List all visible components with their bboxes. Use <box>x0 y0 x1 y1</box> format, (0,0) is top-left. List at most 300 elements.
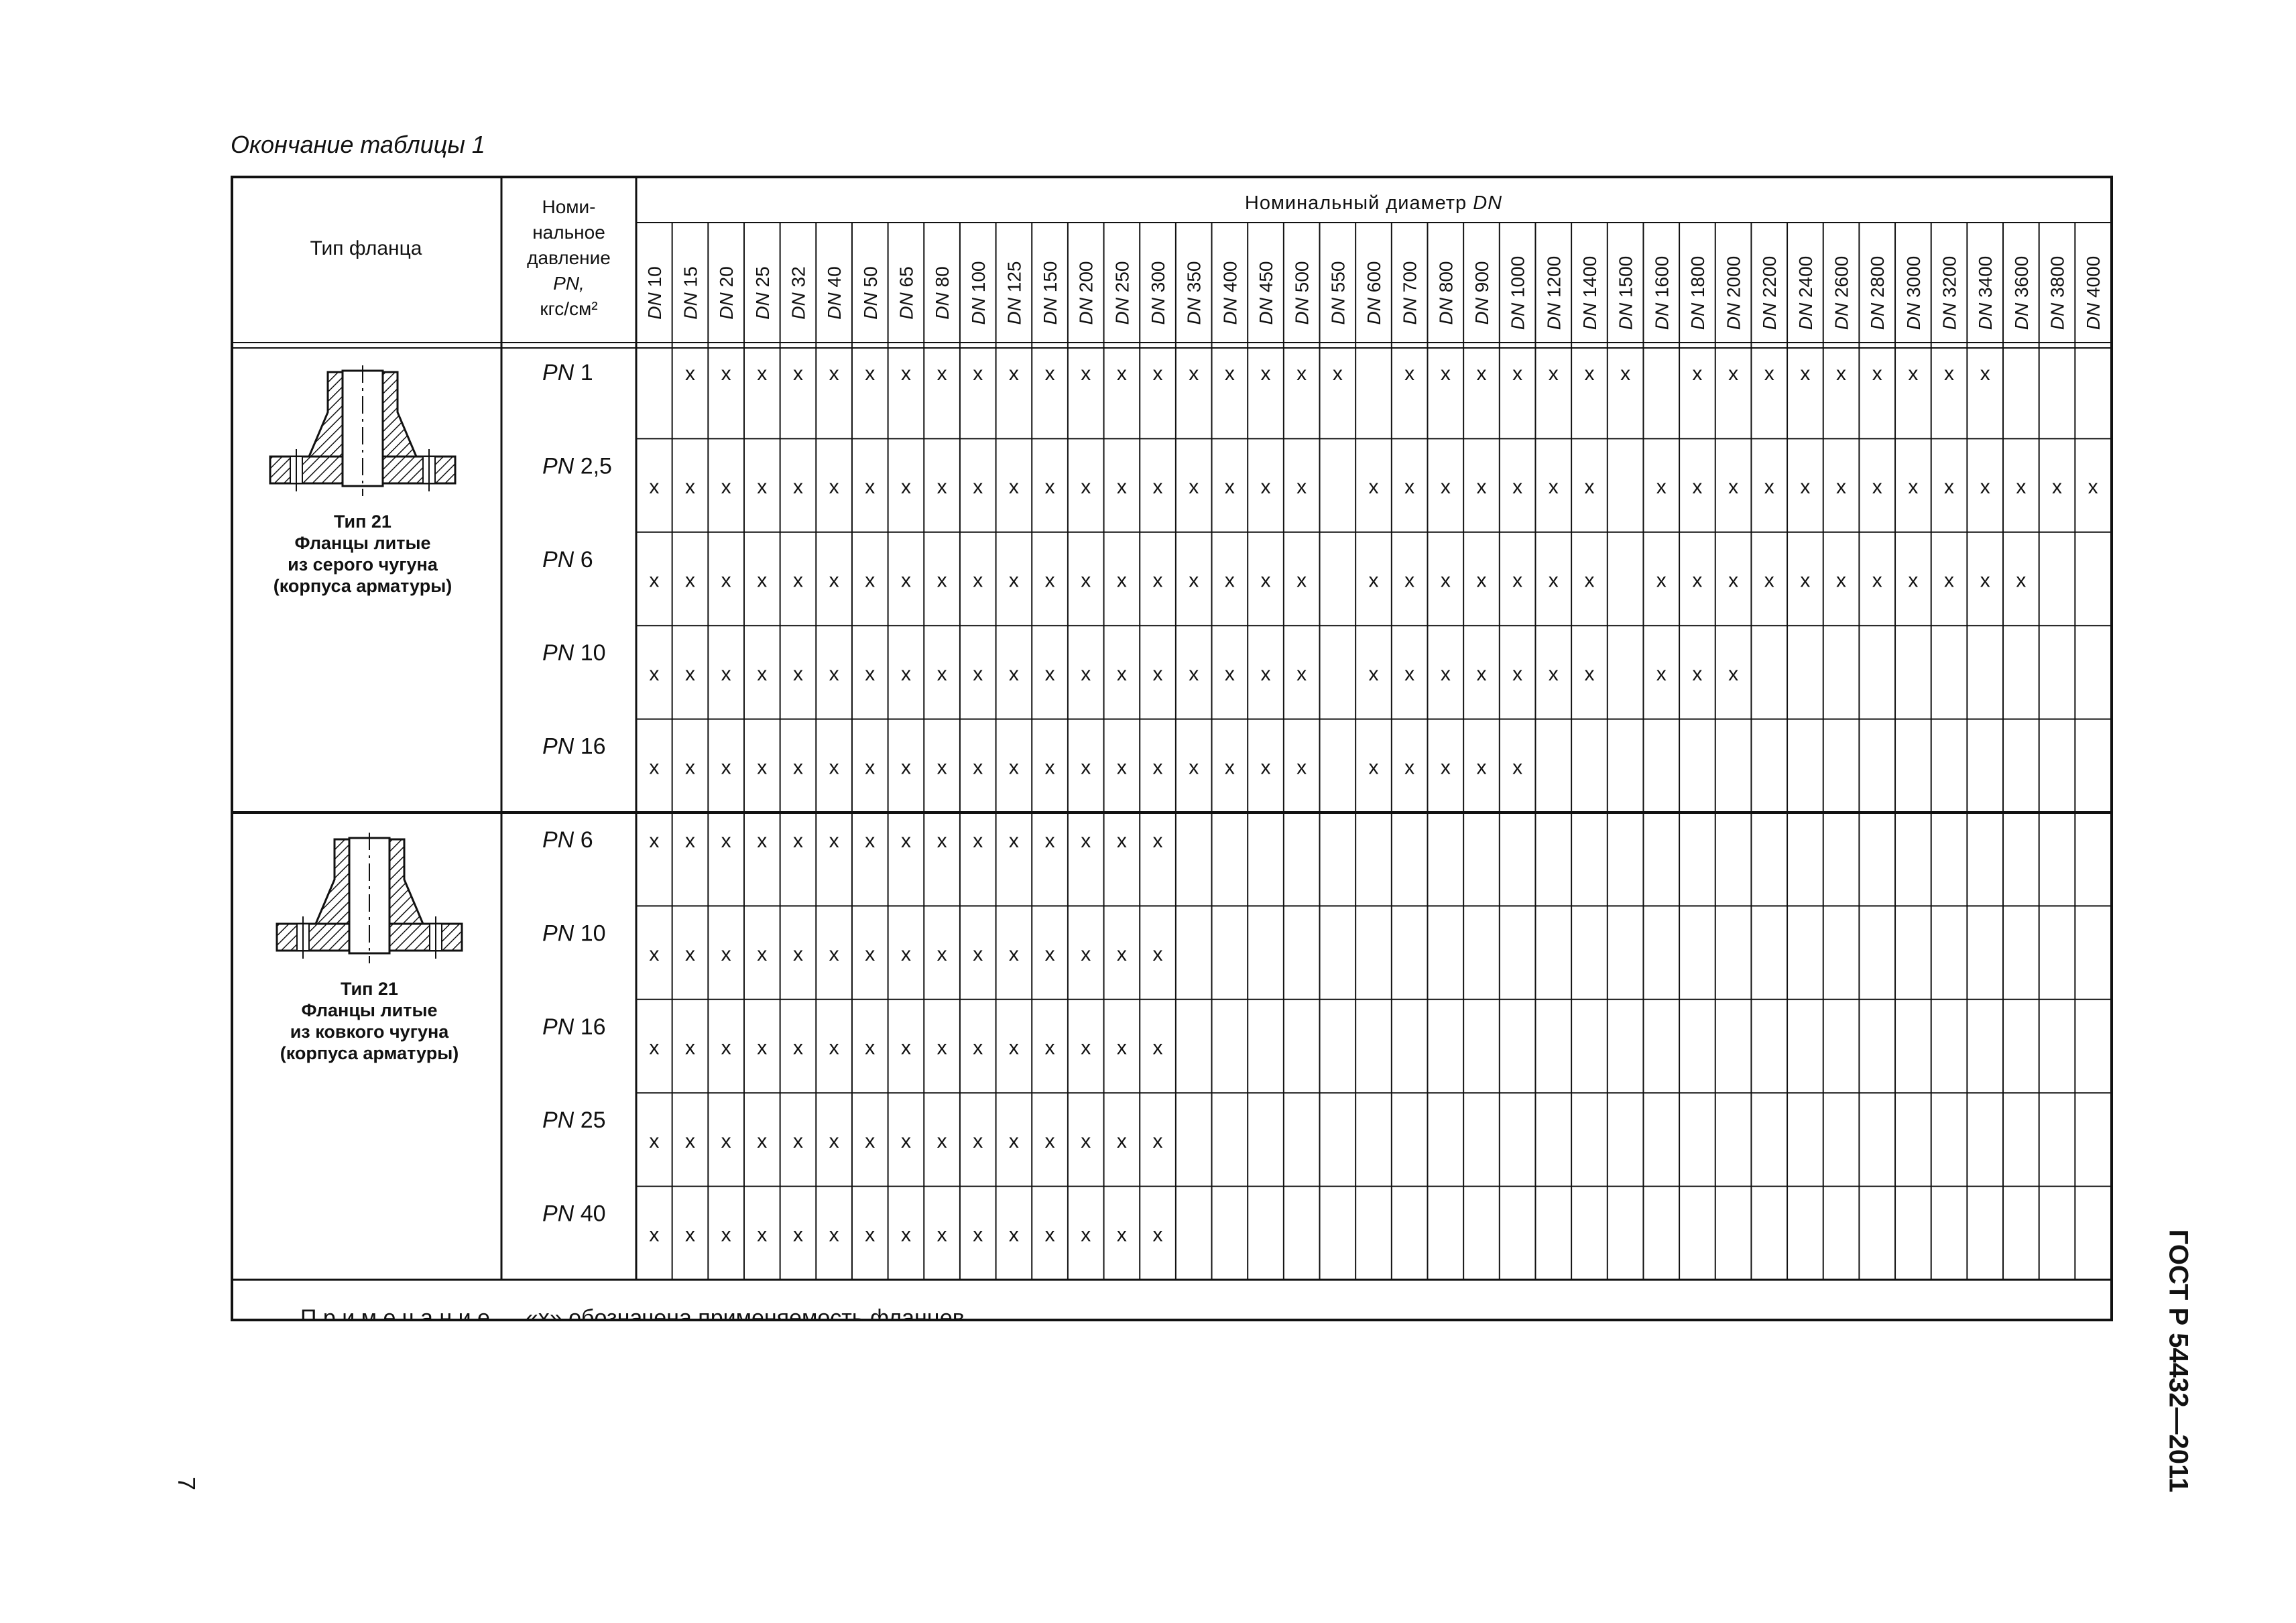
applicability-mark: x <box>865 476 875 499</box>
dn-header-label: DN 800 <box>1435 261 1457 325</box>
applicability-mark: x <box>757 1223 768 1246</box>
dn-header-37 <box>1939 256 1960 330</box>
applicability-mark: x <box>1692 569 1703 592</box>
dn-header-label: DN 40 <box>824 266 845 320</box>
applicability-mark: x <box>829 830 839 852</box>
applicability-mark: x <box>829 1223 839 1246</box>
applicability-mark: x <box>684 830 695 852</box>
applicability-mark: x <box>649 943 660 966</box>
applicability-mark: x <box>1584 662 1595 685</box>
dn-header-4 <box>752 266 773 319</box>
applicability-mark: x <box>792 569 803 592</box>
applicability-mark: x <box>1152 756 1163 779</box>
group-label-line: Тип 21 <box>334 512 391 532</box>
applicability-mark: x <box>829 363 839 385</box>
dn-header-label: DN 20 <box>716 266 737 320</box>
applicability-mark: x <box>1908 569 1919 592</box>
applicability-mark: x <box>1081 756 1091 779</box>
applicability-mark: x <box>1152 1036 1163 1059</box>
applicability-mark: x <box>1116 1036 1127 1059</box>
applicability-mark: x <box>1044 662 1055 685</box>
dn-header-label: DN 900 <box>1471 261 1492 325</box>
dn-header-label: DN 600 <box>1364 261 1384 325</box>
applicability-mark: x <box>792 662 803 685</box>
pn-label: PN 40 <box>542 1201 606 1227</box>
applicability-mark: x <box>1836 476 1847 499</box>
applicability-mark: x <box>973 943 983 966</box>
applicability-mark: x <box>649 476 660 499</box>
applicability-mark: x <box>684 569 695 592</box>
applicability-mark: x <box>1368 756 1379 779</box>
applicability-mark: x <box>1296 756 1307 779</box>
applicability-mark: x <box>757 830 768 852</box>
applicability-mark: x <box>721 943 731 966</box>
applicability-mark: x <box>1044 569 1055 592</box>
applicability-mark: x <box>1081 1223 1091 1246</box>
applicability-mark: x <box>757 363 768 385</box>
standard-designation-text: ГОСТ Р 54432—2011 <box>2163 1229 2193 1493</box>
dn-header-label: DN 100 <box>967 261 989 325</box>
dn-header-label: DN 200 <box>1075 261 1097 325</box>
applicability-mark: x <box>1008 476 1019 499</box>
applicability-mark: x <box>1512 662 1523 685</box>
applicability-mark: x <box>649 569 660 592</box>
applicability-mark: x <box>1656 662 1667 685</box>
applicability-mark: x <box>1081 569 1091 592</box>
applicability-mark: x <box>973 363 983 385</box>
pn-label: PN 1 <box>542 360 593 385</box>
applicability-mark: x <box>721 476 731 499</box>
applicability-mark: x <box>2016 569 2027 592</box>
applicability-mark: x <box>1944 363 1955 385</box>
applicability-mark: x <box>1764 569 1774 592</box>
applicability-mark: x <box>1116 1223 1127 1246</box>
applicability-mark: x <box>936 1130 947 1152</box>
dn-header-label: DN 15 <box>680 266 701 320</box>
applicability-mark: x <box>1081 830 1091 852</box>
applicability-mark: x <box>757 1036 768 1059</box>
applicability-mark: x <box>973 830 983 852</box>
cast-flange-drawing-icon <box>270 365 455 496</box>
group-label-line: (корпуса арматуры) <box>273 576 452 596</box>
applicability-mark: x <box>1189 756 1199 779</box>
dn-header-38 <box>1975 256 1996 330</box>
dn-header-11 <box>1004 261 1024 325</box>
applicability-mark: x <box>900 662 911 685</box>
applicability-mark: x <box>1440 662 1451 685</box>
dn-header-label: DN 125 <box>1004 261 1025 325</box>
header-flange-type: Тип фланца <box>310 237 422 259</box>
applicability-mark: x <box>1260 476 1271 499</box>
applicability-mark: x <box>1152 830 1163 852</box>
applicability-mark: x <box>900 1036 911 1059</box>
dn-header-label: DN 3600 <box>2010 255 2032 330</box>
dn-header-24 <box>1471 261 1492 325</box>
group-label-line: Фланцы литые <box>301 1000 438 1020</box>
applicability-mark: x <box>649 830 660 852</box>
applicability-mark: x <box>829 756 839 779</box>
applicability-mark: x <box>684 943 695 966</box>
applicability-mark: x <box>1224 476 1235 499</box>
applicability-mark: x <box>900 830 911 852</box>
dn-header-20 <box>1327 261 1348 325</box>
applicability-mark: x <box>1116 1130 1127 1152</box>
applicability-mark: x <box>792 830 803 852</box>
applicability-mark: x <box>1728 569 1739 592</box>
applicability-mark: x <box>1512 569 1523 592</box>
applicability-mark: x <box>1476 662 1487 685</box>
applicability-mark: x <box>1224 363 1235 385</box>
dn-header-39 <box>2011 256 2032 330</box>
applicability-mark: x <box>1260 756 1271 779</box>
applicability-mark: x <box>865 756 875 779</box>
dn-header-15 <box>1148 261 1168 325</box>
applicability-mark: x <box>649 1130 660 1152</box>
applicability-mark: x <box>1008 569 1019 592</box>
applicability-mark: x <box>1152 476 1163 499</box>
dn-header-29 <box>1651 256 1672 330</box>
applicability-mark: x <box>829 943 839 966</box>
applicability-mark: x <box>757 943 768 966</box>
pn-label: PN 2,5 <box>542 453 612 479</box>
applicability-mark: x <box>1476 476 1487 499</box>
applicability-mark: x <box>721 1036 731 1059</box>
applicability-mark: x <box>1404 662 1415 685</box>
applicability-mark: x <box>1476 756 1487 779</box>
applicability-mark: x <box>2016 476 2027 499</box>
applicability-mark: x <box>973 1036 983 1059</box>
applicability-mark: x <box>829 476 839 499</box>
applicability-mark: x <box>1404 363 1415 385</box>
applicability-mark: x <box>1296 476 1307 499</box>
applicability-mark: x <box>1620 363 1631 385</box>
applicability-mark: x <box>792 943 803 966</box>
dn-header-36 <box>1903 256 1924 330</box>
applicability-mark: x <box>1044 1130 1055 1152</box>
applicability-mark: x <box>1044 756 1055 779</box>
applicability-mark: x <box>973 1130 983 1152</box>
dn-header-label: DN 350 <box>1183 261 1205 325</box>
applicability-mark: x <box>1116 662 1127 685</box>
applicability-mark: x <box>1008 830 1019 852</box>
applicability-mark: x <box>1800 363 1811 385</box>
dn-header-label: DN 3400 <box>1975 255 1996 330</box>
pn-label: PN 10 <box>542 640 606 666</box>
applicability-mark: x <box>900 363 911 385</box>
dn-header-31 <box>1724 256 1744 330</box>
applicability-mark: x <box>792 756 803 779</box>
dn-header-5 <box>788 266 808 319</box>
applicability-mark: x <box>1081 1130 1091 1152</box>
applicability-mark: x <box>1116 569 1127 592</box>
applicability-mark: x <box>1116 830 1127 852</box>
dn-header-label: DN 2200 <box>1759 255 1780 330</box>
applicability-mark: x <box>649 662 660 685</box>
applicability-mark: x <box>684 1036 695 1059</box>
applicability-mark: x <box>757 569 768 592</box>
applicability-mark: x <box>1044 476 1055 499</box>
applicability-mark: x <box>1116 476 1127 499</box>
applicability-mark: x <box>1548 662 1559 685</box>
applicability-mark: x <box>865 1223 875 1246</box>
dn-header-26 <box>1543 256 1564 330</box>
applicability-mark: x <box>973 756 983 779</box>
applicability-mark: x <box>1584 476 1595 499</box>
applicability-mark: x <box>1692 662 1703 685</box>
applicability-mark: x <box>1692 363 1703 385</box>
applicability-mark: x <box>684 476 695 499</box>
applicability-mark: x <box>1081 476 1091 499</box>
applicability-mark: x <box>792 1223 803 1246</box>
applicability-mark: x <box>973 1223 983 1246</box>
applicability-mark: x <box>1980 569 1990 592</box>
applicability-mark: x <box>900 569 911 592</box>
dn-header-label: DN 1800 <box>1687 255 1708 330</box>
applicability-mark: x <box>721 662 731 685</box>
dn-header-34 <box>1831 256 1852 330</box>
header-diameter-title: Номинальный диаметр DN <box>1244 192 1503 214</box>
applicability-mark: x <box>792 476 803 499</box>
applicability-mark: x <box>1440 476 1451 499</box>
applicability-mark: x <box>1189 662 1199 685</box>
applicability-mark: x <box>1296 363 1307 385</box>
applicability-mark: x <box>757 476 768 499</box>
applicability-mark: x <box>1728 662 1739 685</box>
dn-header-label: DN 250 <box>1111 261 1133 325</box>
applicability-mark: x <box>1944 476 1955 499</box>
dn-header-30 <box>1687 256 1708 330</box>
applicability-mark: x <box>1728 363 1739 385</box>
dn-header-label: DN 32 <box>788 266 809 320</box>
applicability-mark: x <box>1836 363 1847 385</box>
applicability-mark: x <box>1764 476 1774 499</box>
applicability-mark: x <box>936 662 947 685</box>
header-pressure-line: нальное <box>532 222 605 243</box>
applicability-mark: x <box>936 756 947 779</box>
pn-label: PN 16 <box>542 733 606 760</box>
applicability-mark: x <box>973 476 983 499</box>
applicability-mark: x <box>1224 756 1235 779</box>
applicability-mark: x <box>1728 476 1739 499</box>
dn-header-1 <box>644 266 665 319</box>
dn-header-label: DN 25 <box>751 266 773 320</box>
applicability-mark: x <box>1800 569 1811 592</box>
dn-header-label: DN 50 <box>859 266 881 320</box>
dn-header-label: DN 700 <box>1399 261 1421 325</box>
applicability-mark: x <box>649 756 660 779</box>
applicability-mark: x <box>721 830 731 852</box>
applicability-mark: x <box>1800 476 1811 499</box>
applicability-mark: x <box>1980 476 1990 499</box>
applicability-mark: x <box>936 363 947 385</box>
applicability-mark: x <box>936 1036 947 1059</box>
applicability-mark: x <box>684 756 695 779</box>
dn-header-2 <box>680 266 701 319</box>
flange-applicability-table <box>231 176 2113 1325</box>
applicability-mark: x <box>757 662 768 685</box>
applicability-mark: x <box>1548 476 1559 499</box>
dn-header-35 <box>1867 256 1888 330</box>
applicability-mark: x <box>1908 363 1919 385</box>
applicability-mark: x <box>1044 943 1055 966</box>
header-pressure-line: кгс/см² <box>540 298 598 319</box>
applicability-mark: x <box>792 1130 803 1152</box>
dn-header-32 <box>1759 256 1780 330</box>
dn-header-41 <box>2083 256 2104 330</box>
applicability-mark: x <box>721 1223 731 1246</box>
dn-header-33 <box>1795 256 1816 330</box>
applicability-mark: x <box>792 363 803 385</box>
applicability-mark: x <box>1368 476 1379 499</box>
dn-header-label: DN 2400 <box>1795 255 1816 330</box>
applicability-mark: x <box>649 1223 660 1246</box>
pn-label: PN 16 <box>542 1014 606 1040</box>
applicability-mark: x <box>865 569 875 592</box>
applicability-mark: x <box>1116 363 1127 385</box>
applicability-mark: x <box>1008 363 1019 385</box>
applicability-mark: x <box>1404 476 1415 499</box>
applicability-mark: x <box>936 830 947 852</box>
applicability-mark: x <box>1656 476 1667 499</box>
dn-header-label: DN 1600 <box>1651 255 1673 330</box>
applicability-mark: x <box>1152 363 1163 385</box>
applicability-mark: x <box>792 1036 803 1059</box>
applicability-mark: x <box>1872 363 1882 385</box>
dn-header-8 <box>896 266 916 319</box>
applicability-mark: x <box>1872 476 1882 499</box>
applicability-mark: x <box>1152 943 1163 966</box>
applicability-mark: x <box>684 662 695 685</box>
dn-header-label: DN 2600 <box>1831 255 1852 330</box>
applicability-mark: x <box>1081 662 1091 685</box>
applicability-mark: x <box>900 1223 911 1246</box>
dn-header-13 <box>1076 261 1097 325</box>
dn-header-label: DN 80 <box>932 266 953 320</box>
applicability-mark: x <box>757 756 768 779</box>
applicability-mark: x <box>1512 363 1523 385</box>
dn-header-label: DN 1500 <box>1615 255 1636 330</box>
applicability-mark: x <box>1440 363 1451 385</box>
dn-header-label: DN 3200 <box>1939 255 1960 330</box>
applicability-mark: x <box>1152 1223 1163 1246</box>
cast-flange-drawing-icon <box>277 833 462 963</box>
applicability-mark: x <box>1189 569 1199 592</box>
dn-header-label: DN 400 <box>1219 261 1241 325</box>
pn-label: PN 25 <box>542 1107 606 1134</box>
applicability-mark: x <box>1440 569 1451 592</box>
dn-header-label: DN 10 <box>644 266 665 320</box>
applicability-mark: x <box>1044 1223 1055 1246</box>
dn-header-label: DN 65 <box>896 266 917 320</box>
applicability-mark: x <box>721 569 731 592</box>
applicability-mark: x <box>721 1130 731 1152</box>
dn-header-9 <box>932 266 953 319</box>
applicability-mark: x <box>936 943 947 966</box>
applicability-mark: x <box>1008 1223 1019 1246</box>
applicability-mark: x <box>1584 363 1595 385</box>
applicability-mark: x <box>721 756 731 779</box>
applicability-mark: x <box>684 1130 695 1152</box>
applicability-mark: x <box>829 662 839 685</box>
applicability-mark: x <box>1152 569 1163 592</box>
applicability-mark: x <box>865 363 875 385</box>
applicability-mark: x <box>1296 662 1307 685</box>
applicability-mark: x <box>1260 662 1271 685</box>
applicability-mark: x <box>1656 569 1667 592</box>
applicability-mark: x <box>1224 569 1235 592</box>
applicability-mark: x <box>1692 476 1703 499</box>
dn-header-14 <box>1111 261 1132 325</box>
dn-header-6 <box>824 266 845 319</box>
dn-header-22 <box>1400 261 1421 325</box>
applicability-mark: x <box>1296 569 1307 592</box>
applicability-mark: x <box>900 943 911 966</box>
dn-header-25 <box>1508 256 1528 330</box>
applicability-mark: x <box>936 569 947 592</box>
applicability-mark: x <box>865 662 875 685</box>
applicability-mark: x <box>1081 1036 1091 1059</box>
applicability-mark: x <box>1008 662 1019 685</box>
applicability-mark: x <box>973 662 983 685</box>
applicability-mark: x <box>1944 569 1955 592</box>
applicability-mark: x <box>936 1223 947 1246</box>
applicability-mark: x <box>1368 569 1379 592</box>
dn-header-28 <box>1616 256 1636 330</box>
applicability-mark: x <box>1008 756 1019 779</box>
applicability-mark: x <box>684 363 695 385</box>
applicability-mark: x <box>757 1130 768 1152</box>
group-label-line: из ковкого чугуна <box>290 1022 449 1042</box>
applicability-mark: x <box>936 476 947 499</box>
applicability-mark: x <box>865 830 875 852</box>
header-pressure-line: Номи- <box>542 196 596 217</box>
applicability-mark: x <box>1081 363 1091 385</box>
applicability-mark: x <box>1008 1036 1019 1059</box>
dn-header-21 <box>1364 261 1384 325</box>
applicability-mark: x <box>1044 363 1055 385</box>
dn-header-7 <box>860 266 881 319</box>
dn-header-16 <box>1184 261 1205 325</box>
dn-header-17 <box>1219 261 1240 325</box>
applicability-mark: x <box>865 943 875 966</box>
applicability-mark: x <box>1116 943 1127 966</box>
applicability-mark: x <box>1189 476 1199 499</box>
group-label-line: Фланцы литые <box>294 533 431 553</box>
applicability-mark: x <box>1260 363 1271 385</box>
applicability-mark: x <box>1332 363 1343 385</box>
applicability-mark: x <box>1224 662 1235 685</box>
applicability-mark: x <box>1189 363 1199 385</box>
dn-header-40 <box>2047 256 2068 330</box>
applicability-mark: x <box>684 1223 695 1246</box>
group-label-line: (корпуса арматуры) <box>280 1043 459 1063</box>
pn-label: PN 6 <box>542 827 593 853</box>
dn-header-12 <box>1040 261 1061 325</box>
dn-header-label: DN 1200 <box>1543 255 1565 330</box>
applicability-mark: x <box>1008 943 1019 966</box>
applicability-mark: x <box>1260 569 1271 592</box>
dn-header-3 <box>716 266 737 319</box>
applicability-mark: x <box>1081 943 1091 966</box>
pn-label: PN 10 <box>542 920 606 947</box>
applicability-mark: x <box>900 476 911 499</box>
applicability-mark: x <box>649 1036 660 1059</box>
applicability-mark: x <box>1548 363 1559 385</box>
applicability-mark: x <box>1872 569 1882 592</box>
applicability-mark: x <box>865 1036 875 1059</box>
dn-header-27 <box>1579 256 1600 330</box>
applicability-mark: x <box>900 756 911 779</box>
